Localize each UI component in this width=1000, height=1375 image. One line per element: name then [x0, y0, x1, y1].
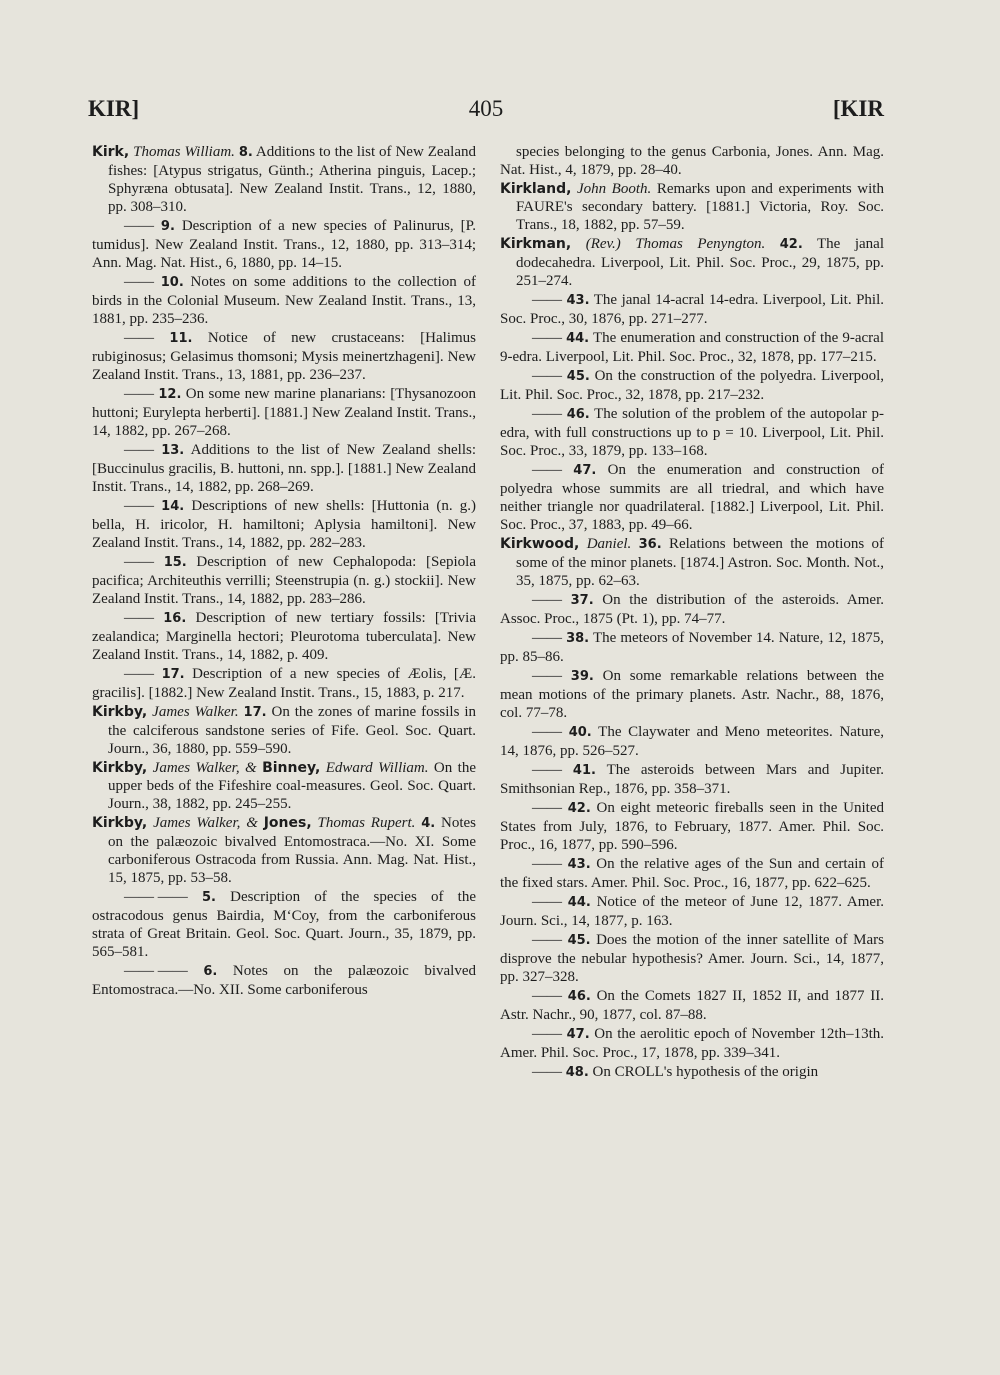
entry-number: 12. [158, 387, 182, 402]
ditto-dash: —— [532, 724, 562, 740]
entry-text: On the upper beds of the Fifeshire coal-measures. Geol. Soc. Quart. Journ., 38, 1882, pp. 245–255. [108, 760, 476, 812]
entry-number: 38. [566, 631, 590, 646]
entry-text: On the enumeration and construction of polyedra whose summits are all triedral, and which have neither triangle nor quadrilateral. [1882.] Liverpool, Lit. Phil. Soc. Proc., 37, 1883, pp. 49–66. [500, 462, 885, 533]
ditto-dash: —— [532, 630, 562, 646]
ditto-dash: —— [124, 554, 154, 570]
entry-number: 42. [779, 237, 803, 252]
entry-text: On the distribution of the asteroids. Amer. Assoc. Proc., 1875 (Pt. 1), pp. 74–77. [500, 592, 884, 627]
entry-number: 47. [573, 463, 597, 478]
bibliography-entry [500, 367, 884, 404]
bibliography-entry [92, 143, 476, 216]
bibliography-entry [500, 761, 884, 798]
entry-number: 8. [238, 145, 253, 160]
entry-number: 44. [566, 331, 590, 346]
ditto-dash: —— [532, 592, 562, 608]
ditto-dash: —— [532, 800, 562, 816]
coauthor-surname: Binney, [262, 760, 321, 776]
author-given-name: John Booth. [571, 181, 652, 197]
bibliography-entry [500, 329, 884, 366]
entry-text: The enumeration and construction of the 9-acral 9-edra. Liverpool, Lit. Phil. Soc. Proc., 32, 1878, pp. 177–215. [500, 330, 885, 365]
entry-number: 43. [567, 857, 591, 872]
entry-number: 41. [572, 763, 596, 778]
entry-number: 11. [169, 331, 193, 346]
entry-text: The janal dodecahedra. Liverpool, Lit. Phil. Soc. Proc., 29, 1875, pp. 251–274. [516, 236, 885, 289]
bibliography-entry [500, 667, 884, 722]
entry-number: 36. [638, 537, 662, 552]
ditto-dash: —— [532, 462, 562, 478]
header-right: [KIR [832, 96, 884, 121]
bibliography-entry [500, 931, 884, 986]
entry-text: Description of new tertiary fossils: [Trivia zealandica; Marginella hectori; Pleurotoma tuberculata]. New Zealand Instit. Trans., 14, 1882, p. 409. [92, 610, 477, 663]
ditto-dash: —— [124, 218, 154, 234]
author-surname: Kirk, [92, 144, 130, 160]
entry-text: species belonging to the genus Carbonia, Jones. Ann. Mag. Nat. Hist., 4, 1879, pp. 28–40. [500, 144, 884, 178]
ditto-dash: —— [532, 368, 562, 384]
ditto-dash: —— [532, 1064, 562, 1080]
entry-number: 40. [568, 725, 592, 740]
ditto-dash: —— [532, 668, 562, 684]
coauthor-given-name: Edward William. [320, 760, 429, 776]
author-surname: Kirkby, [92, 760, 148, 776]
author-given-name: Daniel. [579, 536, 632, 552]
entry-text: On the aerolitic epoch of November 12th–13th. Amer. Phil. Soc. Proc., 17, 1878, pp. 339–341. [500, 1026, 884, 1061]
entry-number: 42. [567, 801, 591, 816]
entry-text: The janal 14-acral 14-edra. Liverpool, Lit. Phil. Soc. Proc., 30, 1876, pp. 271–277. [500, 292, 884, 327]
ditto-dash: —— [532, 856, 562, 872]
bibliography-entry [92, 888, 476, 961]
bibliography-entry [500, 799, 884, 854]
entry-number: 45. [566, 369, 590, 384]
bibliography-entry [500, 723, 884, 760]
ditto-dash: —— [532, 894, 562, 910]
entry-text: Description of a new species of Palinurus, [P. tumidus]. New Zealand Instit. Trans., 12, 1880, pp. 313–314; Ann. Mag. Nat. Hist., 6, 1880, pp. 14–15. [92, 218, 477, 271]
entry-number: 39. [570, 669, 594, 684]
entry-text: On the relative ages of the Sun and certain of the fixed stars. Amer. Phil. Soc. Proc., 16, 1877, pp. 622–625. [500, 856, 885, 891]
entry-number: 48. [565, 1065, 589, 1080]
entry-number: 10. [160, 275, 184, 290]
entry-number: 37. [570, 593, 594, 608]
author-surname: Kirkman, [500, 236, 572, 252]
ditto-dash: —— [532, 988, 562, 1004]
author-given-name: (Rev.) Thomas Penyngton. [571, 236, 766, 252]
coauthor-given-name: Thomas Rupert. [311, 815, 416, 831]
bibliography-entry [500, 1063, 884, 1082]
header-left: KIR] [88, 96, 140, 121]
author-surname: Kirkby, [92, 815, 148, 831]
ditto-dash: —— [124, 274, 154, 290]
author-given-name: Thomas William. [129, 144, 235, 160]
entry-number: 6. [203, 964, 218, 979]
entry-text: The solution of the problem of the autopolar p-edra, with full constructions up to p = 10. Liverpool, Lit. Phil. Soc. Proc., 33, 1879, pp. 133–168. [500, 406, 884, 459]
bibliography-entry [92, 497, 476, 552]
bibliography-entry [92, 665, 476, 702]
entry-text: On the zones of marine fossils in the calciferous sandstone series of Fife. Geol. Soc. Quart. Journ., 36, 1880, pp. 559–590. [108, 704, 477, 757]
bibliography-entry [500, 143, 884, 179]
bibliography-entry [92, 273, 476, 328]
entry-text: Additions to the list of New Zealand fishes: [Atypus strigatus, Günth.; Atherina pinguis, Lacep.; Sphyræna obtusata]. New Zealand Instit. Trans., 12, 1880, pp. 308–310. [108, 144, 476, 215]
author-surname: Kirkland, [500, 181, 572, 197]
entry-number: 45. [567, 933, 591, 948]
entry-text: On the construction of the polyedra. Liverpool, Lit. Phil. Soc. Proc., 32, 1878, pp. 217–232. [500, 368, 884, 403]
entry-number: 17. [243, 705, 267, 720]
entry-number: 46. [567, 989, 591, 1004]
bibliography-entry [500, 893, 884, 930]
entry-text: On some remarkable relations between the mean motions of the primary planets. Astr. Nachr., 88, 1876, col. 77–78. [500, 668, 884, 721]
entry-text: The Claywater and Meno meteorites. Nature, 14, 1876, pp. 526–527. [500, 724, 885, 759]
entry-text: Additions to the list of New Zealand shells: [Buccinulus gracilis, B. huttoni, nn. spp.]. [1881.] New Zealand Instit. Trans., 14, 1882, pp. 268–269. [92, 442, 476, 495]
entry-number: 5. [201, 890, 216, 905]
bibliography-entry [500, 591, 884, 628]
coauthor-surname: Jones, [263, 815, 312, 831]
bibliography-entry [92, 814, 476, 887]
author-given-name: James Walker, & [147, 815, 264, 831]
bibliography-entry [500, 180, 884, 234]
entry-text: Notes on the palæozoic bivalved Entomostraca.—No. XII. Some carboniferous [92, 963, 476, 998]
ditto-dash: —— —— [124, 963, 188, 979]
entry-number: 13. [161, 443, 185, 458]
ditto-dash: —— [532, 330, 562, 346]
page-number: 405 [468, 96, 504, 121]
entry-text: On the Comets 1827 II, 1852 II, and 1877 II. Astr. Nachr., 90, 1877, col. 87–88. [500, 988, 884, 1023]
bibliography-entry [92, 962, 476, 999]
ditto-dash: —— [124, 386, 154, 402]
entry-number: 15. [163, 555, 187, 570]
bibliography-entry [92, 759, 476, 813]
ditto-dash: —— [532, 292, 562, 308]
entry-text: Description of the species of the ostracodous genus Bairdia, M‘Coy, from the carboniferous strata of Great Britain. Geol. Soc. Quart. Journ., 35, 1879, pp. 565–581. [92, 889, 476, 960]
ditto-dash: —— [532, 406, 562, 422]
left-column [92, 143, 476, 1000]
entry-text: Notes on some additions to the collection of birds in the Colonial Museum. New Zealand Instit. Trans., 13, 1881, pp. 235–236. [92, 274, 476, 327]
entry-number: 44. [567, 895, 591, 910]
author-given-name: James Walker, & [147, 760, 263, 776]
bibliography-entry [92, 329, 476, 384]
entry-text: Description of new Cephalopoda: [Sepiola pacifica; Architeuthis verrilli; Steenstrupia (n. g.) stockii]. New Zealand Instit. Trans., 14, 1882, pp. 283–286. [92, 554, 476, 607]
ditto-dash: —— [532, 1026, 562, 1042]
entry-number: 43. [566, 293, 590, 308]
ditto-dash: —— [124, 666, 154, 682]
bibliography-entry [500, 461, 884, 534]
author-given-name: James Walker. [147, 704, 239, 720]
ditto-dash: —— —— [124, 889, 188, 905]
bibliography-entry [500, 405, 884, 460]
bibliography-entry [92, 441, 476, 496]
entry-text: Notice of the meteor of June 12, 1877. Amer. Journ. Sci., 14, 1877, p. 163. [500, 894, 885, 929]
bibliography-entry [92, 385, 476, 440]
right-column [500, 143, 884, 1083]
entry-text: The meteors of November 14. Nature, 12, 1875, pp. 85–86. [500, 630, 884, 665]
ditto-dash: —— [124, 498, 154, 514]
bibliography-entry [500, 535, 884, 590]
entry-text: Description of a new species of Æolis, [Æ. gracilis]. [1882.] New Zealand Instit. Trans., 15, 1883, p. 217. [92, 666, 476, 701]
bibliography-entry [500, 987, 884, 1024]
ditto-dash: —— [124, 442, 154, 458]
entry-text: Descriptions of new shells: [Huttonia (n. g.) bella, H. iricolor, H. hamiltoni; Aplysia hamiltoni]. New Zealand Instit. Trans., 14, 1882, pp. 282–283. [92, 498, 476, 551]
entry-text: Remarks upon and experiments with FAURE's secondary battery. [1881.] Victoria, Roy. Soc. Trans., 18, 1882, pp. 57–59. [516, 181, 884, 233]
ditto-dash: —— [124, 610, 154, 626]
bibliography-entry [92, 553, 476, 608]
entry-text: The asteroids between Mars and Jupiter. Smithsonian Rep., 1876, pp. 358–371. [500, 762, 885, 797]
entry-text: On eight meteoric fireballs seen in the United States from July, 1876, to February, 1877. Amer. Phil. Soc. Proc., 16, 1877, pp. 590–596. [500, 800, 884, 853]
author-surname: Kirkby, [92, 704, 148, 720]
entry-text: On some new marine planarians: [Thysanozoon huttoni; Eurylepta herberti]. [1881.] New Zealand Instit. Trans., 14, 1882, pp. 267–268. [92, 386, 477, 439]
bibliography-entry [500, 629, 884, 666]
entry-number: 17. [161, 667, 185, 682]
ditto-dash: —— [532, 762, 562, 778]
bibliography-entry [92, 217, 476, 272]
entry-text: Relations between the motions of some of the minor planets. [1874.] Astron. Soc. Month. Not., 35, 1875, pp. 62–63. [516, 536, 885, 589]
ditto-dash: —— [124, 330, 154, 346]
entry-number: 47. [566, 1027, 590, 1042]
entry-text: On CROLL's hypothesis of the origin [588, 1064, 819, 1080]
bibliography-entry [92, 609, 476, 664]
bibliography-entry [500, 855, 884, 892]
bibliography-entry [92, 703, 476, 758]
author-surname: Kirkwood, [500, 536, 580, 552]
bibliography-entry [500, 291, 884, 328]
entry-number: 9. [160, 219, 175, 234]
entry-text: Does the motion of the inner satellite of Mars disprove the nebular hypothesis? Amer. Journ. Sci., 14, 1877, pp. 327–328. [500, 932, 884, 985]
bibliography-entry [500, 235, 884, 290]
entry-text: Notice of new crustaceans: [Halimus rubiginosus; Gelasimus thomsoni; Mysis meinertzhageni]. New Zealand Instit. Trans., 13, 1881, pp. 236–237. [92, 330, 477, 383]
page-header [88, 96, 884, 126]
bibliography-entry [500, 1025, 884, 1062]
entry-number: 46. [566, 407, 590, 422]
entry-number: 16. [163, 611, 187, 626]
entry-number: 14. [161, 499, 185, 514]
ditto-dash: —— [532, 932, 562, 948]
entry-number: 4. [421, 816, 436, 831]
entry-text: Notes on the palæozoic bivalved Entomostraca.—No. XI. Some carboniferous Ostracoda from Russia. Ann. Mag. Nat. Hist., 15, 1875, pp. 53–58. [108, 815, 477, 886]
